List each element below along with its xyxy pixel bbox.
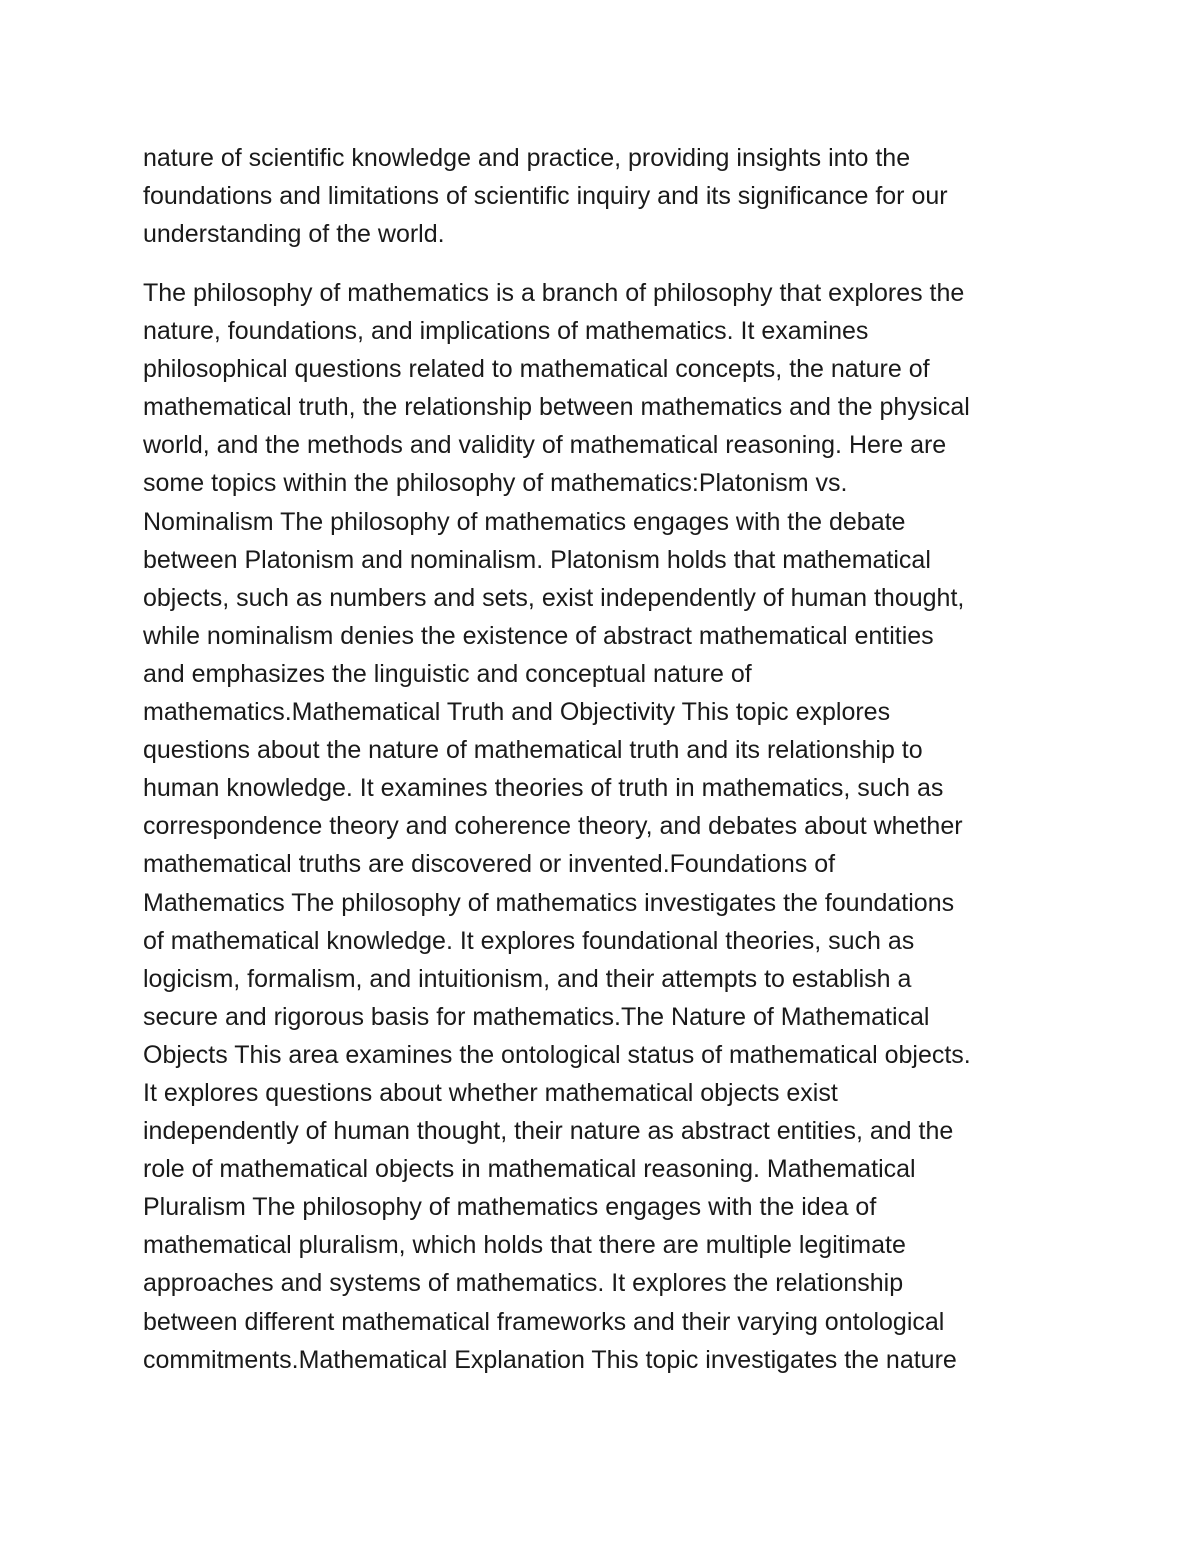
text-line: mathematical truths are discovered or invented.Foundations of [143, 850, 836, 879]
text-line: Pluralism The philosophy of mathematics engages with the idea of [143, 1193, 877, 1222]
text-line: human knowledge. It examines theories of truth in mathematics, such as [143, 774, 944, 803]
text-line: logicism, formalism, and intuitionism, and their attempts to establish a [143, 964, 912, 993]
text-line: mathematical pluralism, which holds that there are multiple legitimate [143, 1231, 906, 1260]
text-line: philosophical questions related to mathematical concepts, the nature of [143, 355, 930, 384]
text-line: commitments.Mathematical Explanation This topic investigates the nature [143, 1345, 957, 1374]
text-line: of mathematical knowledge. It explores foundational theories, such as [143, 926, 915, 955]
text-line: nature, foundations, and implications of mathematics. It examines [143, 317, 869, 346]
text-line: while nominalism denies the existence of abstract mathematical entities [143, 621, 934, 650]
text-line: some topics within the philosophy of mathematics:Platonism vs. [143, 469, 848, 498]
paragraph-2 [143, 274, 971, 1379]
text-line: and emphasizes the linguistic and conceptual nature of [143, 659, 752, 688]
text-line: mathematical truth, the relationship between mathematics and the physical [143, 393, 970, 422]
text-line: Mathematics The philosophy of mathematics investigates the foundations [143, 888, 955, 917]
text-line: role of mathematical objects in mathematical reasoning. Mathematical [143, 1155, 916, 1184]
text-line: Objects This area examines the ontological status of mathematical objects. [143, 1040, 971, 1069]
text-line: questions about the nature of mathematical truth and its relationship to [143, 736, 923, 765]
text-line: nature of scientific knowledge and practice, providing insights into the [143, 144, 911, 172]
text-line: secure and rigorous basis for mathematics.The Nature of Mathematical [143, 1002, 930, 1031]
text-line: independently of human thought, their nature as abstract entities, and the [143, 1117, 954, 1146]
text-line: world, and the methods and validity of mathematical reasoning. Here are [143, 431, 947, 460]
text-line: The philosophy of mathematics is a branch of philosophy that explores the [143, 279, 965, 307]
text-line: approaches and systems of mathematics. It explores the relationship [143, 1269, 904, 1298]
text-line: correspondence theory and coherence theory, and debates about whether [143, 812, 963, 841]
text-line: between different mathematical frameworks and their varying ontological [143, 1307, 945, 1336]
text-line: between Platonism and nominalism. Platonism holds that mathematical [143, 545, 931, 574]
text-line: understanding of the world. [143, 220, 445, 249]
text-line: mathematics.Mathematical Truth and Objectivity This topic explores [143, 698, 891, 727]
text-line: objects, such as numbers and sets, exist independently of human thought, [143, 583, 965, 612]
text-line: Nominalism The philosophy of mathematics engages with the debate [143, 507, 906, 536]
text-line: foundations and limitations of scientific inquiry and its significance for our [143, 182, 948, 211]
text-line: It explores questions about whether mathematical objects exist [143, 1078, 838, 1107]
paragraph-1 [143, 139, 948, 253]
